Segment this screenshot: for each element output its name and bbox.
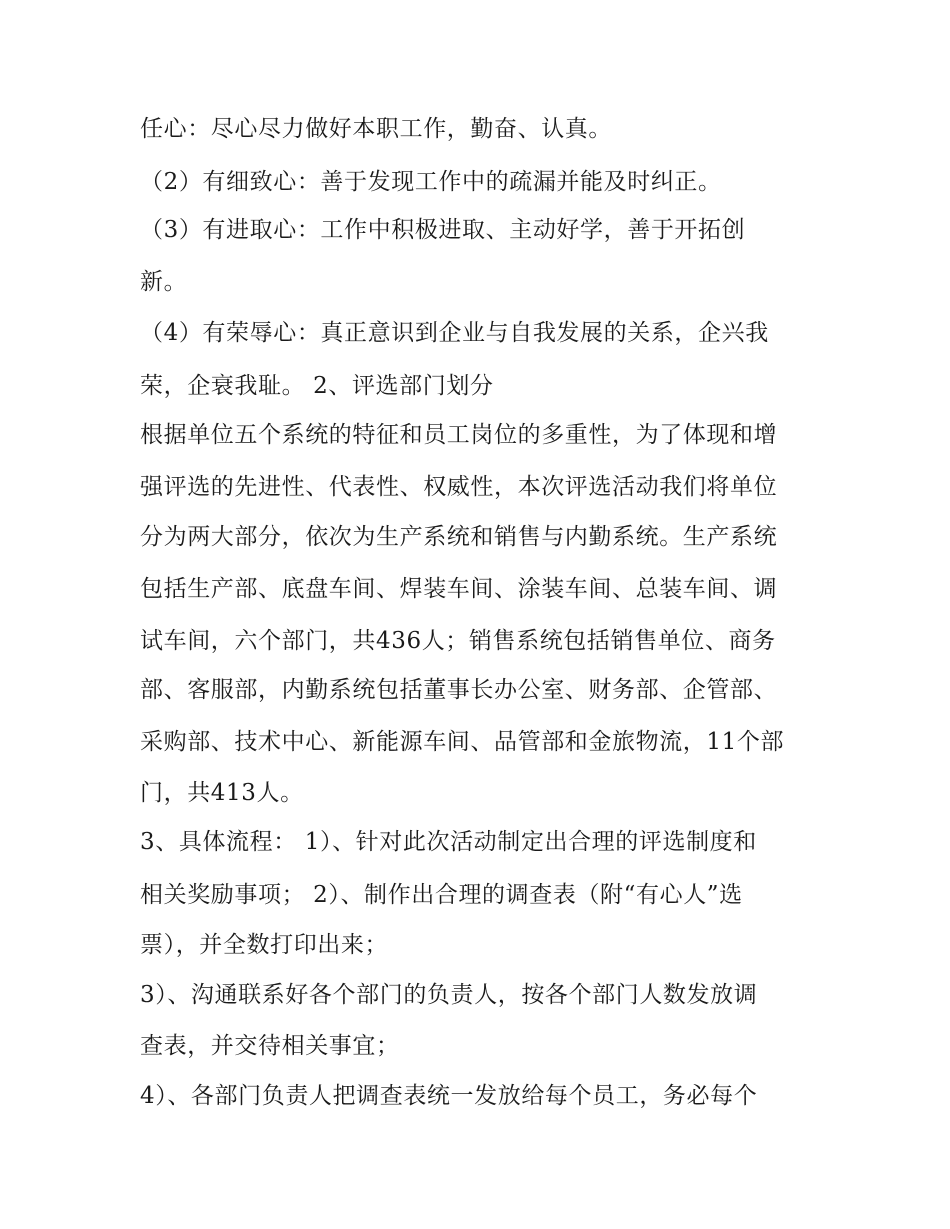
text-line: 分为两大部分，依次为生产系统和销售与内勤系统。生产系统	[140, 524, 778, 550]
text-line: 采购部、技术中心、新能源车间、品管部和金旅物流，11个部	[140, 729, 785, 755]
text-line: 3、具体流程： 1）、针对此次活动制定出合理的评选制度和	[140, 829, 757, 855]
text-line: （3）有进取心：工作中积极进取、主动好学，善于开拓创	[140, 217, 746, 243]
text-line: 包括生产部、底盘车间、焊装车间、涂装车间、总装车间、调	[140, 576, 778, 602]
text-line: 部、客服部，内勤系统包括董事长办公室、财务部、企管部、	[140, 677, 778, 703]
text-line: 票），并全数打印出来；	[140, 932, 389, 958]
text-line: 3）、沟通联系好各个部门的负责人，按各个部门人数发放调	[140, 982, 758, 1008]
text-line: 门，共413人。	[140, 780, 304, 806]
text-line: （4）有荣辱心：真正意识到企业与自我发展的关系，企兴我	[140, 320, 769, 346]
text-line: 4）、各部门负责人把调查表统一发放给每个员工，务必每个	[140, 1083, 758, 1109]
text-line: 相关奖励事项； 2）、制作出合理的调查表（附“有心人”选	[140, 882, 743, 908]
text-line: 荣，企衰我耻。 2、评选部门划分	[140, 373, 494, 399]
text-line: （2）有细致心：善于发现工作中的疏漏并能及时纠正。	[140, 169, 722, 195]
text-line: 查表，并交待相关事宜；	[140, 1033, 400, 1059]
text-line: 新。	[140, 269, 188, 295]
text-line: 根据单位五个系统的特征和员工岗位的多重性，为了体现和增	[140, 422, 778, 448]
text-line: 强评选的先进性、代表性、权威性，本次评选活动我们将单位	[140, 474, 778, 500]
text-line: 试车间，六个部门，共436人；销售系统包括销售单位、商务	[140, 628, 776, 654]
text-line: 任心：尽心尽力做好本职工作，勤奋、认真。	[140, 116, 612, 142]
